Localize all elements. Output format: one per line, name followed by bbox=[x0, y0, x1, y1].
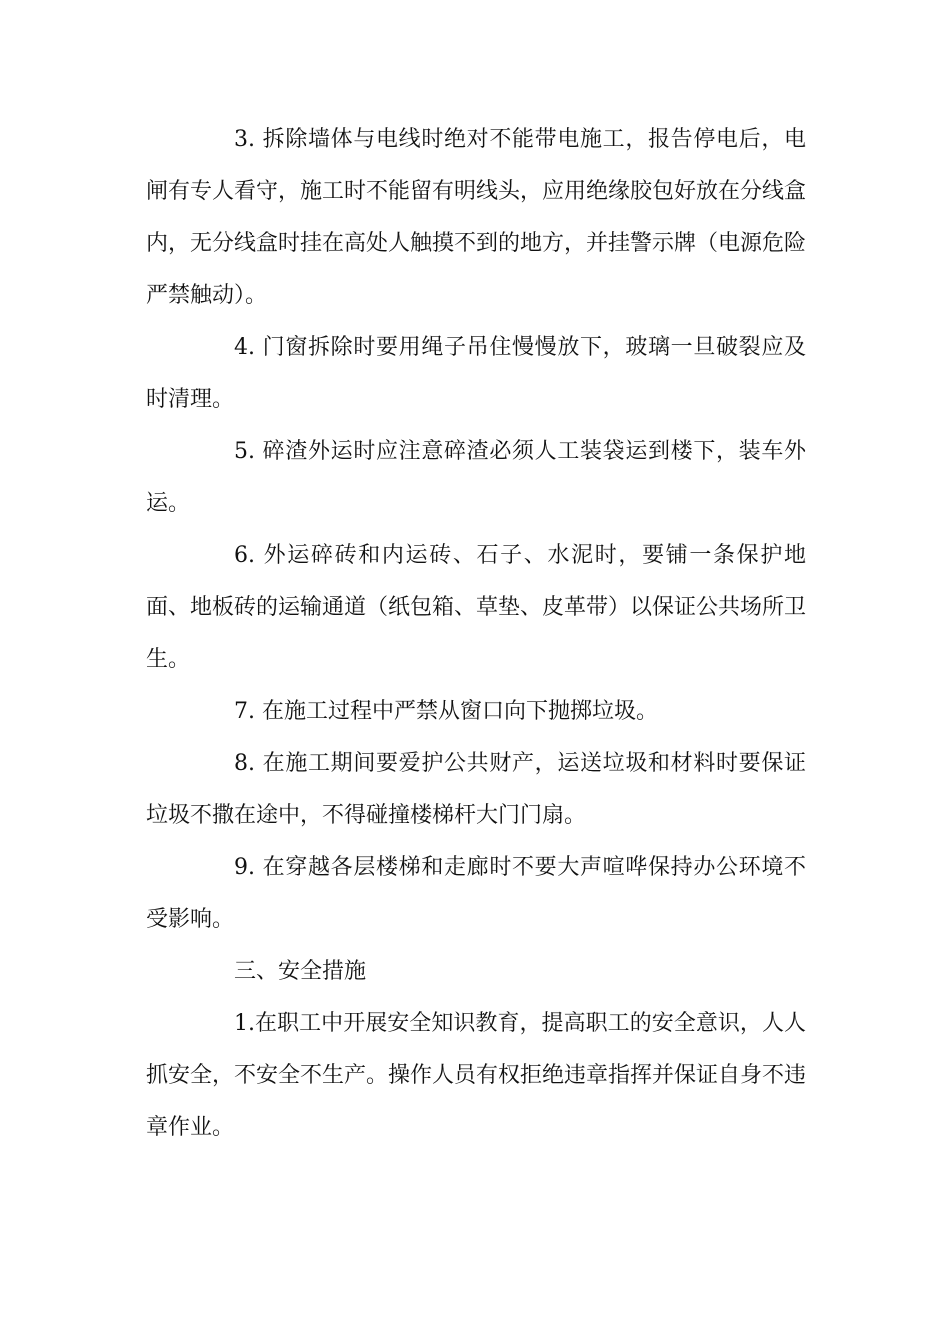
paragraph-item-7: 7. 在施工过程中严禁从窗口向下抛掷垃圾。 bbox=[234, 699, 658, 724]
paragraph-item-6: 6. 外运碎砖和内运砖、石子、水泥时，要铺一条保护地面、地板砖的运输通道（纸包箱、草垫、皮革带）以保证公共场所卫生。 bbox=[146, 543, 807, 672]
paragraph-item-9: 9. 在穿越各层楼梯和走廊时不要大声喧哗保持办公环境不受影响。 bbox=[146, 855, 806, 932]
paragraph-item-3: 3. 拆除墙体与电线时绝对不能带电施工，报告停电后，电闸有专人看守，施工时不能留有明线头，应用绝缘胶包好放在分线盒内，无分线盒时挂在高处人触摸不到的地方，并挂警示牌（电源危险严禁触动）。 bbox=[146, 127, 807, 308]
section-heading-safety-measures: 三、安全措施 bbox=[234, 959, 367, 984]
paragraph-item-5: 5. 碎渣外运时应注意碎渣必须人工装袋运到楼下，装车外运。 bbox=[146, 439, 806, 516]
paragraph-item-4: 4. 门窗拆除时要用绳子吊住慢慢放下，玻璃一旦破裂应及时清理。 bbox=[146, 335, 806, 412]
safety-paragraph-item-1: 1.在职工中开展安全知识教育，提高职工的安全意识，人人抓安全，不安全不生产。操作人员有权拒绝违章指挥并保证自身不违章作业。 bbox=[146, 1011, 807, 1140]
document-body bbox=[146, 114, 806, 1154]
paragraph-item-8: 8. 在施工期间要爱护公共财产，运送垃圾和材料时要保证垃圾不撒在途中，不得碰撞楼梯杆大门门扇。 bbox=[146, 751, 806, 828]
